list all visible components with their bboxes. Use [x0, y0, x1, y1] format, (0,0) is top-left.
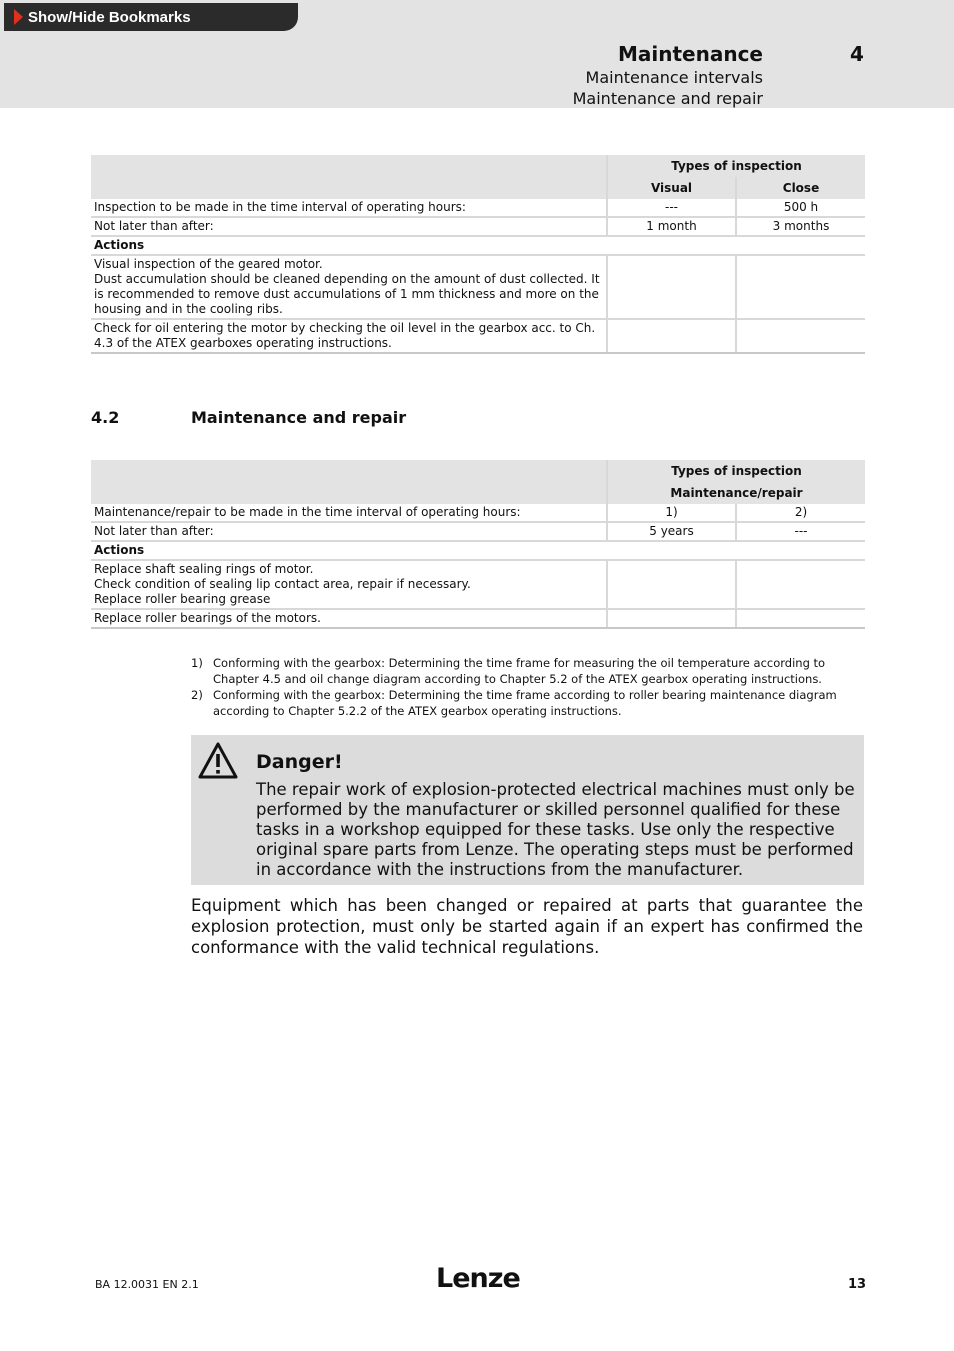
action-text [91, 255, 607, 319]
lenze-logo: Lenze [436, 1263, 520, 1294]
table-row [91, 609, 865, 628]
action-text: Replace roller bearings of the motors. [91, 609, 607, 628]
cell-empty [607, 609, 736, 628]
cell-empty [736, 560, 865, 609]
cell-value: --- [607, 199, 736, 217]
action-text: Check for oil entering the motor by checking the oil level in the gearbox acc. to Ch. 4.3 of the ATEX gearboxes operating instructions. [91, 319, 607, 353]
footnote-mark: 1) [191, 656, 203, 670]
section-number: 4.2 [91, 408, 120, 427]
body-paragraph: Equipment which has been changed or repaired at parts that guarantee the explosion protection, must only be started again if an expert has confirmed the conformance with the valid technical regulations. [191, 896, 863, 957]
types-header: Types of inspection [607, 155, 865, 177]
cell-value: 1 month [607, 217, 736, 236]
cell-empty [607, 560, 736, 609]
footnote [191, 655, 859, 687]
table-row [91, 522, 865, 541]
col-close-header: Close [736, 177, 865, 199]
cell-empty [607, 319, 736, 353]
action-line: Replace roller bearing grease [94, 592, 271, 606]
row-label: Not later than after: [91, 522, 607, 541]
header-subtitle-intervals: Maintenance intervals [585, 68, 763, 87]
action-line: Replace shaft sealing rings of motor. [94, 562, 314, 576]
table-row [91, 560, 865, 609]
types-header: Types of inspection [607, 460, 865, 482]
table-row [91, 255, 865, 319]
danger-notice [191, 735, 864, 885]
row-label: Maintenance/repair to be made in the time interval of operating hours: [91, 504, 607, 522]
page-number: 13 [848, 1277, 867, 1292]
actions-heading: Actions [91, 236, 865, 255]
footnote-mark: 2) [191, 688, 203, 702]
cell-empty [736, 255, 865, 319]
danger-title: Danger! [256, 751, 343, 773]
footnote-text: Conforming with the gearbox: Determining the time frame for measuring the oil temperature according to Chapter 4.5 and oil change diagram according to Chapter 5.2 of the ATEX gearbox operating instructions. [213, 656, 826, 686]
page-title: Maintenance [617, 42, 763, 66]
table-row [91, 504, 865, 522]
actions-row [91, 541, 865, 560]
cell-value: 500 h [736, 199, 865, 217]
footnote [191, 687, 859, 719]
cell-value: 2) [736, 504, 865, 522]
header-subtitle-repair: Maintenance and repair [572, 89, 763, 108]
bookmark-label: Show/Hide Bookmarks [28, 8, 191, 26]
row-label: Inspection to be made in the time interval of operating hours: [91, 199, 607, 217]
inspection-table [91, 155, 865, 354]
danger-text: The repair work of explosion-protected electrical machines must only be performed by the manufacturer or skilled personnel qualified for these tasks in a workshop equipped for these tasks. Use only the respective original spare parts from Lenze. The operating steps must be performed in accordance with the instructions from the manufacturer. [256, 780, 855, 879]
cell-value: --- [736, 522, 865, 541]
action-line: Visual inspection of the geared motor. [94, 257, 323, 271]
cell-value: 5 years [607, 522, 736, 541]
col-maintenance-repair-header: Maintenance/repair [607, 482, 865, 504]
maintenance-table [91, 460, 865, 629]
table-row [91, 319, 865, 353]
action-line: Dust accumulation should be cleaned depending on the amount of dust collected. It is recommended to remove dust accumulations of 1 mm thickness and more on the housing and in the cooling ribs. [94, 272, 600, 316]
cell-value: 1) [607, 504, 736, 522]
row-label: Not later than after: [91, 217, 607, 236]
table-header-blank [91, 460, 607, 504]
footnotes [191, 655, 859, 719]
col-visual-header: Visual [607, 177, 736, 199]
footnote-text: Conforming with the gearbox: Determining the time frame according to roller bearing maintenance diagram according to Chapter 5.2.2 of the ATEX gearbox operating instructions. [213, 688, 837, 718]
actions-heading: Actions [91, 541, 865, 560]
cell-value: 3 months [736, 217, 865, 236]
section-title: Maintenance and repair [191, 408, 407, 427]
show-hide-bookmarks-button[interactable] [4, 3, 298, 31]
table-row [91, 217, 865, 236]
warning-triangle-icon [197, 741, 239, 781]
actions-row [91, 236, 865, 255]
table-header-blank [91, 155, 607, 199]
table-row [91, 199, 865, 217]
action-text [91, 560, 607, 609]
cell-empty [736, 319, 865, 353]
action-line: Check condition of sealing lip contact area, repair if necessary. [94, 577, 471, 591]
triangle-right-icon [14, 9, 23, 25]
document-id: BA 12.0031 EN 2.1 [95, 1278, 199, 1291]
cell-empty [607, 255, 736, 319]
cell-empty [736, 609, 865, 628]
chapter-number: 4 [850, 42, 864, 66]
